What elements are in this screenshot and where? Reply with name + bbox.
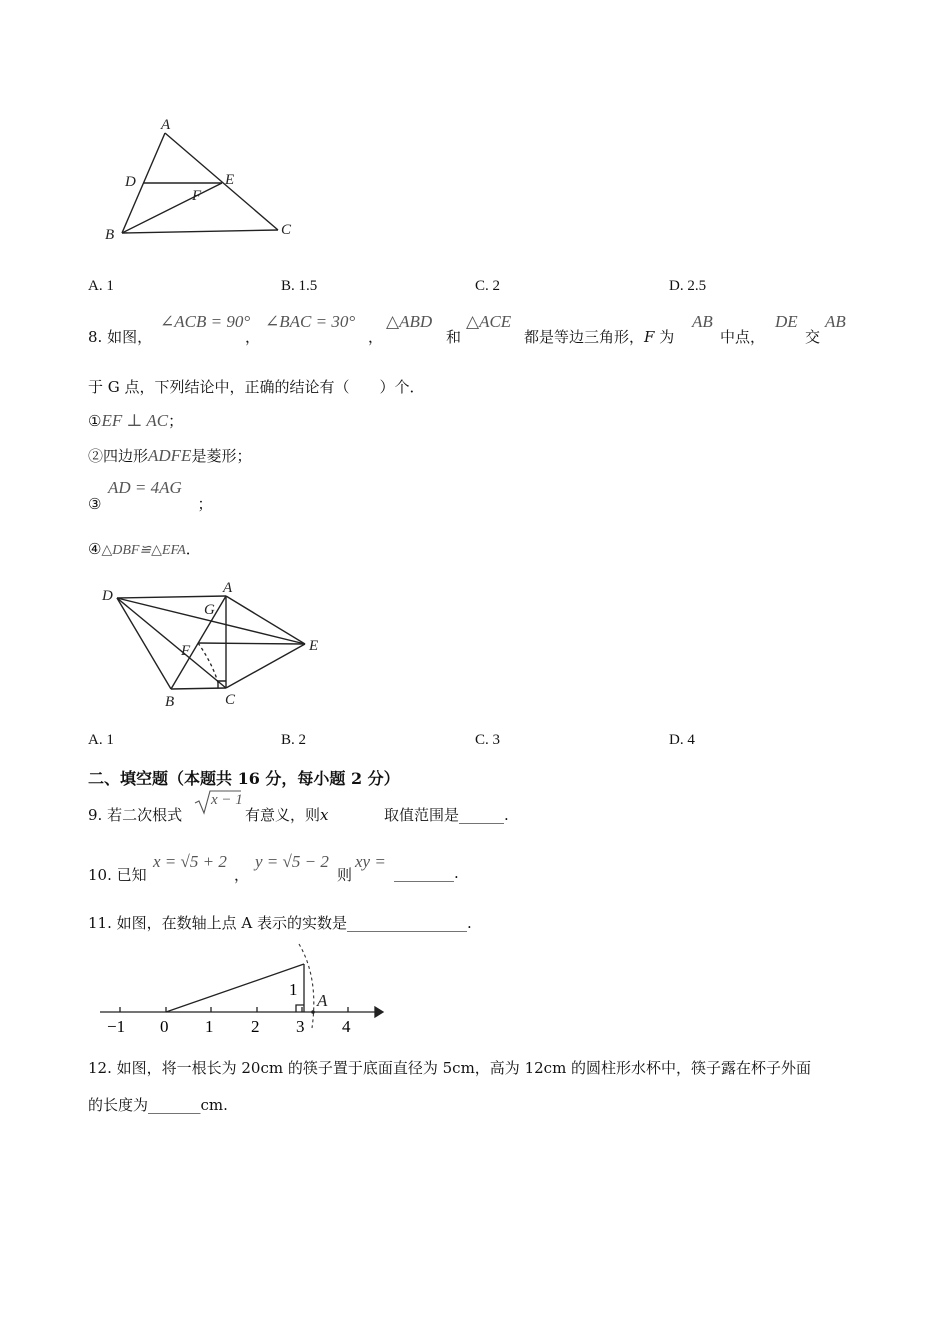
q10-blank: ________. bbox=[394, 864, 459, 882]
q8-triangle-abd: △ABD bbox=[386, 312, 433, 331]
height-label: 1 bbox=[289, 980, 298, 999]
q8-conclusion-3-math: AD = 4AG bbox=[108, 478, 182, 497]
q8-option-c[interactable]: C. 3 bbox=[475, 732, 501, 748]
fig2-label-d: D bbox=[102, 588, 113, 604]
tick-label-2: 2 bbox=[251, 1017, 260, 1036]
q10-ze: 则 bbox=[337, 866, 353, 884]
q9-radicand: x − 1 bbox=[211, 792, 243, 808]
q8-angle-acb: ∠ACB = 90° bbox=[160, 312, 251, 331]
q7-option-a[interactable]: A. 1 bbox=[88, 278, 114, 294]
q10-y-eq: y = √5 − 2 bbox=[255, 852, 329, 871]
figure-triangle-abc bbox=[95, 112, 315, 247]
q8-de: DE bbox=[775, 312, 798, 331]
fig1-label-c: C bbox=[281, 222, 292, 238]
q8-sep2: ， bbox=[368, 328, 384, 346]
q8-conclusion-4: ④△DBF≌△EFA． bbox=[88, 540, 201, 558]
q8-line2: 于 G 点，下列结论中，正确的结论有（ ）个． bbox=[88, 378, 425, 396]
q9-text-b: 有意义，则x bbox=[245, 806, 329, 824]
q8-conclusion-3: ③ ； bbox=[88, 495, 213, 513]
tick-label-4: 4 bbox=[342, 1017, 351, 1036]
q8-he: 和 bbox=[446, 328, 462, 346]
q8-jiao: 交 bbox=[805, 328, 821, 346]
q10-sep: ， bbox=[234, 866, 250, 884]
q12-line2: 的长度为_______cm. bbox=[88, 1096, 228, 1114]
tick-label-neg1: −1 bbox=[107, 1017, 126, 1036]
figure-number-line bbox=[95, 940, 395, 1040]
q10-x-eq: x = √5 + 2 bbox=[153, 852, 227, 871]
fig1-label-f: F bbox=[192, 188, 202, 204]
q8-mid: 中点， bbox=[720, 328, 766, 346]
q8-sep1: ， bbox=[245, 328, 261, 346]
fig2-label-a: A bbox=[223, 580, 233, 596]
fig2-label-f: F bbox=[181, 643, 191, 659]
tick-label-3: 3 bbox=[296, 1017, 305, 1036]
q8-option-b[interactable]: B. 2 bbox=[281, 732, 307, 748]
q8-number: 8. 如图， bbox=[88, 328, 153, 346]
q8-option-d[interactable]: D. 4 bbox=[669, 732, 695, 748]
q8-ab: AB bbox=[692, 312, 713, 331]
fig2-label-g: G bbox=[204, 602, 215, 618]
fig2-label-b: B bbox=[165, 694, 175, 710]
section-heading-fill-in: 二、填空题（本题共 16 分，每小题 2 分） bbox=[88, 769, 400, 788]
tick-label-1: 1 bbox=[205, 1017, 214, 1036]
q12-line1: 12. 如图，将一根长为 20cm 的筷子置于底面直径为 5cm，高为 12cm 的圆柱形水杯中，筷子露在杯子外面 bbox=[88, 1059, 812, 1077]
fig2-label-c: C bbox=[225, 692, 236, 708]
fig1-label-e: E bbox=[225, 172, 235, 188]
fig1-label-b: B bbox=[105, 227, 115, 243]
q8-triangle-ace: △ACE bbox=[466, 312, 512, 331]
q8-conclusion-1: ①EF ⊥ AC； bbox=[88, 411, 184, 430]
q8-text1: 都是等边三角形，F 为 bbox=[524, 328, 675, 346]
q8-angle-bac: ∠BAC = 30° bbox=[265, 312, 356, 331]
fig1-label-d: D bbox=[125, 174, 136, 190]
q8-conclusion-2: ②四边形ADFE是菱形； bbox=[88, 446, 252, 465]
figure-quadrilateral bbox=[95, 580, 335, 710]
q7-option-b[interactable]: B. 1.5 bbox=[281, 278, 318, 294]
q8-ab2: AB bbox=[825, 312, 846, 331]
q9-text-a: 9. 若二次根式 bbox=[88, 806, 183, 824]
fig2-label-e: E bbox=[309, 638, 319, 654]
q9-text-c: 取值范围是______. bbox=[384, 806, 509, 824]
q10-text-a: 10. 已知 bbox=[88, 866, 147, 884]
point-a-label: A bbox=[317, 991, 328, 1010]
q8-option-a[interactable]: A. 1 bbox=[88, 732, 114, 748]
q7-option-c[interactable]: C. 2 bbox=[475, 278, 501, 294]
q10-xy-eq: xy = bbox=[355, 852, 386, 871]
tick-label-0: 0 bbox=[160, 1017, 169, 1036]
q7-option-d[interactable]: D. 2.5 bbox=[669, 278, 707, 294]
q11-text: 11. 如图，在数轴上点 A 表示的实数是________________. bbox=[88, 914, 472, 932]
fig1-label-a: A bbox=[161, 117, 171, 133]
